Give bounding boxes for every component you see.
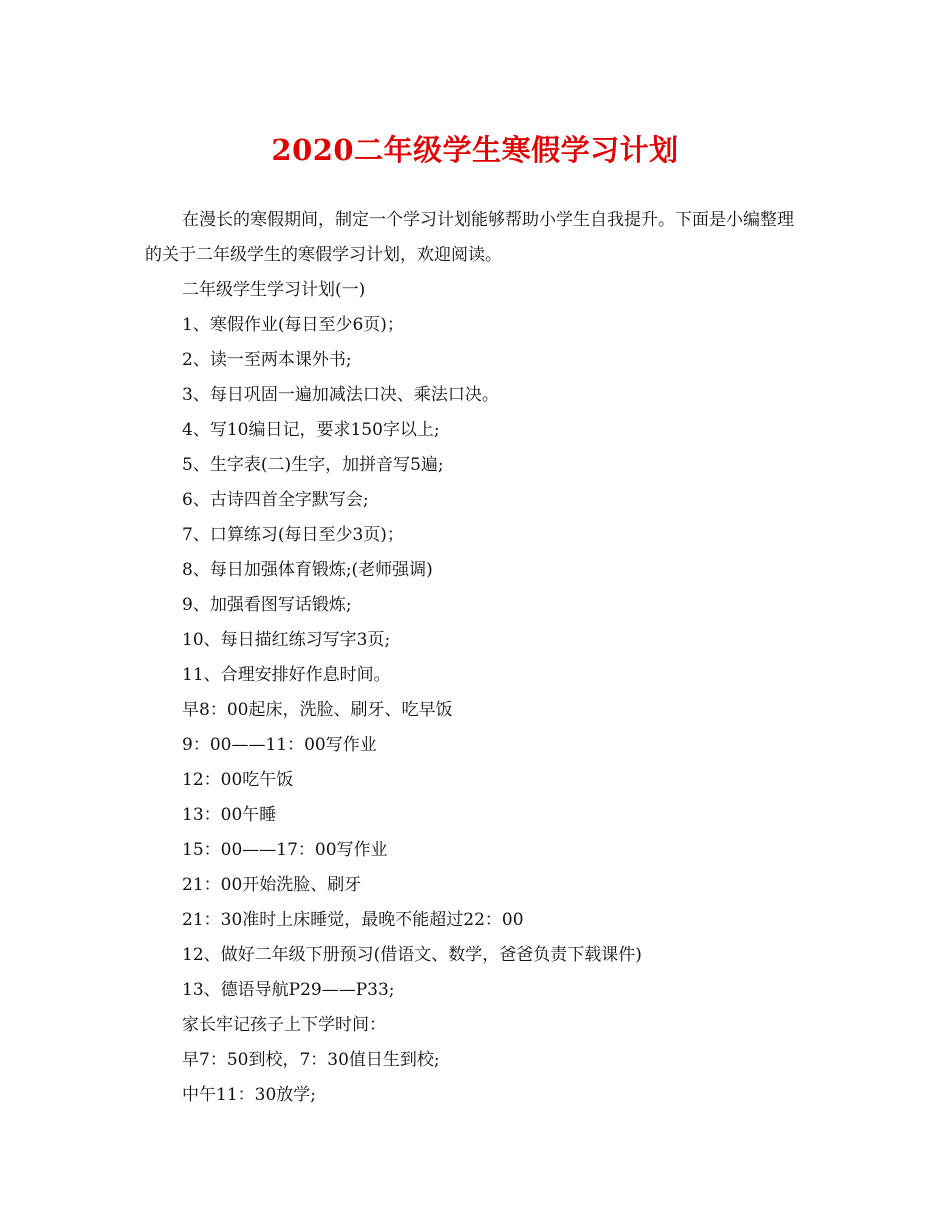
plan-line: 3、每日巩固一遍加减法口决、乘法口决。 [182, 385, 499, 405]
intro-paragraph: 在漫长的寒假期间，制定一个学习计划能够帮助小学生自我提升。下面是小编整理的关于二年级学生的寒假学习计划，欢迎阅读。 [145, 210, 794, 265]
schedule-line: 15：00——17：00写作业 [182, 840, 388, 860]
plan-heading: 二年级学生学习计划(一) [182, 280, 366, 300]
plan-line: 13、德语导航P29——P33; [182, 980, 395, 1000]
plan-line: 12、做好二年级下册预习(借语文、数学，爸爸负责下载课件) [182, 945, 642, 965]
parent-note-heading: 家长牢记孩子上下学时间： [182, 1015, 386, 1035]
plan-line: 10、每日描红练习写字3页; [182, 630, 391, 650]
parent-note-line: 早7：50到校，7：30值日生到校; [182, 1050, 440, 1070]
plan-line: 4、写10编日记，要求150字以上; [182, 420, 440, 440]
plan-line: 9、加强看图写话锻炼; [182, 595, 352, 615]
plan-line: 5、生字表(二)生字，加拼音写5遍; [182, 455, 444, 475]
schedule-line: 21：00开始洗脸、刷牙 [182, 875, 362, 895]
schedule-line: 12：00吃午饭 [182, 770, 294, 790]
plan-line: 7、口算练习(每日至少3页)； [182, 525, 404, 545]
plan-lines [145, 273, 805, 1113]
schedule-line: 21：30准时上床睡觉，最晚不能超过22：00 [182, 910, 524, 930]
plan-line: 6、古诗四首全字默写会; [182, 490, 369, 510]
document-title: 2020二年级学生寒假学习计划 [271, 133, 679, 167]
plan-line: 2、读一至两本课外书; [182, 350, 352, 370]
document-body [145, 203, 805, 1113]
schedule-line: 13：00午睡 [182, 805, 277, 825]
schedule-line: 早8：00起床，洗脸、刷牙、吃早饭 [182, 700, 453, 720]
plan-line: 11、合理安排好作息时间。 [182, 665, 391, 685]
schedule-line: 9：00——11：00写作业 [182, 735, 377, 755]
parent-note-line: 中午11：30放学; [182, 1085, 316, 1105]
plan-line: 1、寒假作业(每日至少6页)； [182, 315, 404, 335]
plan-line: 8、每日加强体育锻炼;(老师强调) [182, 560, 433, 580]
